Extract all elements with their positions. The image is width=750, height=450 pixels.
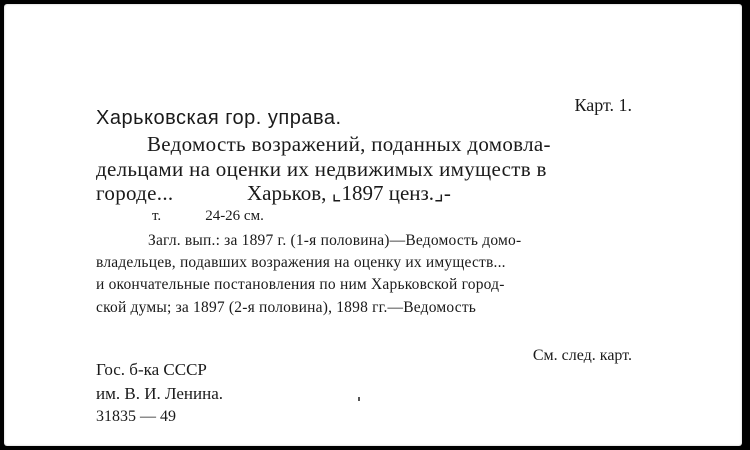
organization-heading: Харьковская гор. управа. (96, 107, 342, 129)
ink-speck (358, 397, 360, 401)
title-line-3: городе... (96, 181, 174, 205)
size-line (152, 209, 264, 224)
catalog-card (4, 4, 742, 446)
note-line-3: и окончательные постановления по ним Харьковской город- (96, 276, 505, 293)
size-value: 24-26 см. (205, 208, 264, 224)
card-number: Карт. 1. (574, 95, 632, 115)
title-line-2: дельцами на оценки их недвижимых имуществ в (96, 157, 547, 181)
size-prefix: т. (152, 208, 162, 224)
library-line-2: им. В. И. Ленина. (96, 384, 224, 403)
library-line-1: Гос. б-ка СССР (96, 360, 207, 379)
title-line-1: Ведомость возражений, поданных домовла- (147, 132, 551, 156)
note-line-2: владельцев, подавших возражения на оценку их имуществ... (96, 254, 506, 271)
note-line-4: ской думы; за 1897 (2-я половина), 1898 гг.—Ведомость (96, 299, 477, 316)
note-line-1: Загл. вып.: за 1897 г. (1-я половина)—Ведомость домо- (148, 232, 522, 249)
see-next-card: См. след. карт. (532, 347, 632, 364)
place-year: Харьков, ⌞1897 ценз.⌟- (247, 181, 451, 205)
library-call-number: 31835 — 49 (96, 408, 176, 425)
